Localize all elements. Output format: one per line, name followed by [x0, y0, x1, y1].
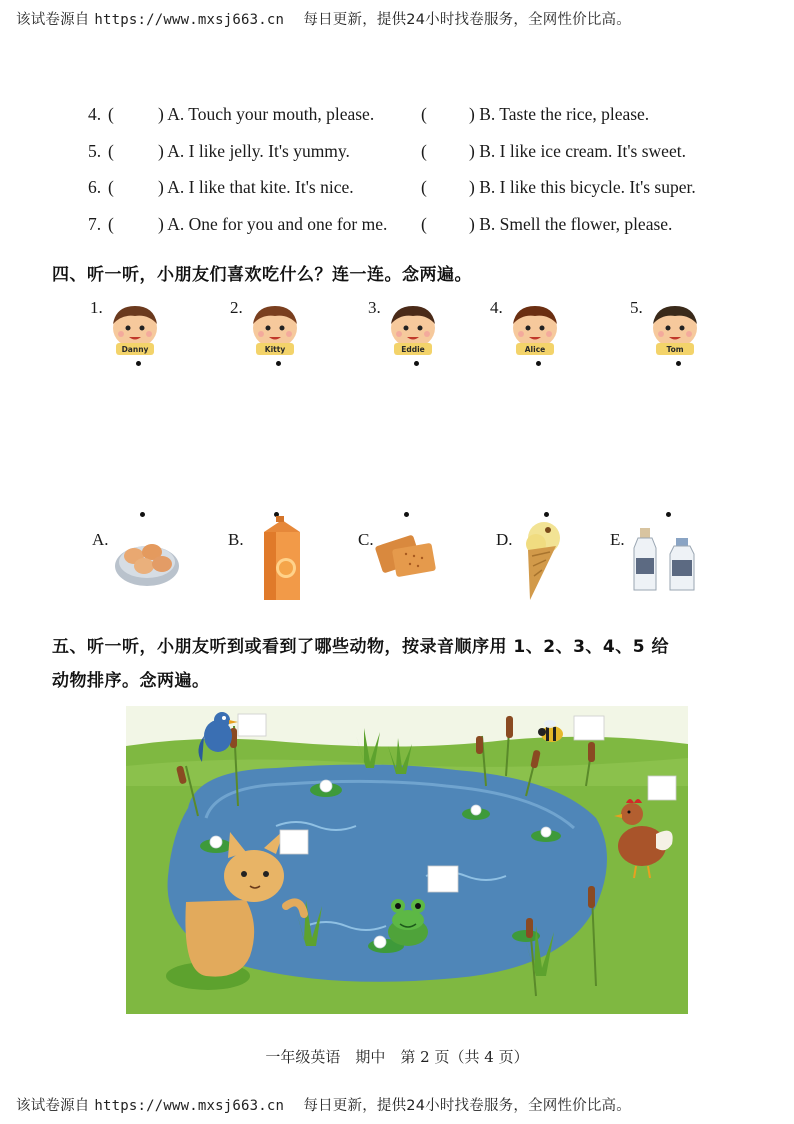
- option-a: ) A. I like that kite. It's nice.: [158, 177, 354, 197]
- question-row-5: [88, 141, 748, 167]
- answer-blank-a[interactable]: (: [108, 214, 114, 234]
- match-dot[interactable]: [414, 361, 419, 366]
- banner-suffix: 每日更新，提供24小时找卷服务，全网性价比高。: [303, 1098, 631, 1114]
- answer-box-frog[interactable]: [428, 866, 458, 892]
- child-face-icon: [644, 300, 706, 360]
- food-option-4: [496, 512, 606, 612]
- child-number: 5.: [630, 298, 643, 317]
- answer-blank-a[interactable]: (: [108, 141, 114, 161]
- food-option-3: [358, 512, 468, 612]
- source-banner-top: [16, 8, 631, 29]
- answer-blank-a[interactable]: (: [108, 177, 114, 197]
- option-b: ) B. Smell the flower, please.: [469, 214, 673, 234]
- child-name-tag: Tom: [666, 345, 684, 354]
- option-a: ) A. Touch your mouth, please.: [158, 104, 375, 124]
- answer-blank-b[interactable]: (: [421, 141, 427, 161]
- juice-carton-icon: [258, 516, 306, 602]
- child-name-tag: Alice: [524, 345, 546, 354]
- food-letter: E.: [610, 530, 625, 549]
- child-face-icon: [504, 300, 566, 360]
- child-number: 3.: [368, 298, 381, 317]
- answer-box-bird[interactable]: [238, 714, 266, 736]
- banner-suffix: 每日更新，提供24小时找卷服务，全网性价比高。: [303, 12, 631, 28]
- child-name-tag: Danny: [121, 345, 149, 354]
- match-dot[interactable]: [536, 361, 541, 366]
- child-face-icon: [382, 300, 444, 360]
- option-b: ) B. Taste the rice, please.: [469, 104, 650, 124]
- option-b: ) B. I like this bicycle. It's super.: [469, 177, 696, 197]
- section-5-title-line-1: 五、听一听，小朋友听到或看到了哪些动物，按录音顺序用 1、2、3、4、5 给: [52, 637, 669, 657]
- source-banner-bottom: [16, 1094, 631, 1115]
- pond-illustration: [126, 706, 688, 1014]
- child-number: 4.: [490, 298, 503, 317]
- food-option-2: [228, 512, 338, 612]
- child-3: [368, 298, 448, 373]
- section-4-title: 四、听一听，小朋友们喜欢吃什么？连一连。念两遍。: [52, 265, 472, 285]
- child-number: 2.: [230, 298, 243, 317]
- match-dot[interactable]: [404, 512, 409, 517]
- child-4: [490, 298, 570, 373]
- match-dot[interactable]: [140, 512, 145, 517]
- banner-prefix: 该试卷源自: [16, 12, 90, 28]
- answer-blank-b[interactable]: (: [421, 177, 427, 197]
- child-number: 1.: [90, 298, 103, 317]
- child-name-tag: Eddie: [401, 345, 425, 354]
- match-dot[interactable]: [544, 512, 549, 517]
- biscuits-icon: [372, 528, 442, 582]
- option-a: ) A. I like jelly. It's yummy.: [158, 141, 350, 161]
- answer-box-cat[interactable]: [280, 830, 308, 854]
- question-row-4: [88, 104, 748, 130]
- food-option-5: [610, 512, 720, 612]
- child-1: [90, 298, 170, 373]
- question-number: 7.: [88, 214, 102, 234]
- match-dot[interactable]: [666, 512, 671, 517]
- child-5: [630, 298, 710, 373]
- child-face-icon: [104, 300, 166, 360]
- child-2: [230, 298, 310, 373]
- ice-cream-icon: [516, 520, 564, 602]
- banner-prefix: 该试卷源自: [16, 1098, 90, 1114]
- question-number: 5.: [88, 141, 102, 161]
- page-footer: 一年级英语 期中 第 2 页（共 4 页）: [265, 1048, 529, 1066]
- question-row-6: [88, 177, 748, 203]
- eggs-icon: [112, 532, 182, 588]
- food-option-1: [92, 512, 202, 612]
- banner-url-link[interactable]: https://www.mxsj663.cn: [94, 12, 285, 28]
- section-5-title-line-2: 动物排序。念两遍。: [52, 671, 210, 691]
- match-dot[interactable]: [276, 361, 281, 366]
- question-number: 6.: [88, 177, 102, 197]
- match-dot[interactable]: [676, 361, 681, 366]
- food-letter: A.: [92, 530, 109, 549]
- child-name-tag: Kitty: [264, 345, 286, 354]
- answer-blank-a[interactable]: (: [108, 104, 114, 124]
- option-b: ) B. I like ice cream. It's sweet.: [469, 141, 686, 161]
- food-letter: D.: [496, 530, 513, 549]
- food-letter: B.: [228, 530, 244, 549]
- food-letter: C.: [358, 530, 374, 549]
- option-a: ) A. One for you and one for me.: [158, 214, 388, 234]
- answer-blank-b[interactable]: (: [421, 214, 427, 234]
- pond-scene: [126, 706, 688, 1014]
- child-face-icon: [244, 300, 306, 360]
- question-row-7: [88, 214, 748, 240]
- milk-bottles-icon: [630, 526, 702, 592]
- answer-box-bee[interactable]: [574, 716, 604, 740]
- question-number: 4.: [88, 104, 102, 124]
- answer-box-hen[interactable]: [648, 776, 676, 800]
- match-dot[interactable]: [136, 361, 141, 366]
- banner-url-link[interactable]: https://www.mxsj663.cn: [94, 1098, 285, 1114]
- answer-blank-b[interactable]: (: [421, 104, 427, 124]
